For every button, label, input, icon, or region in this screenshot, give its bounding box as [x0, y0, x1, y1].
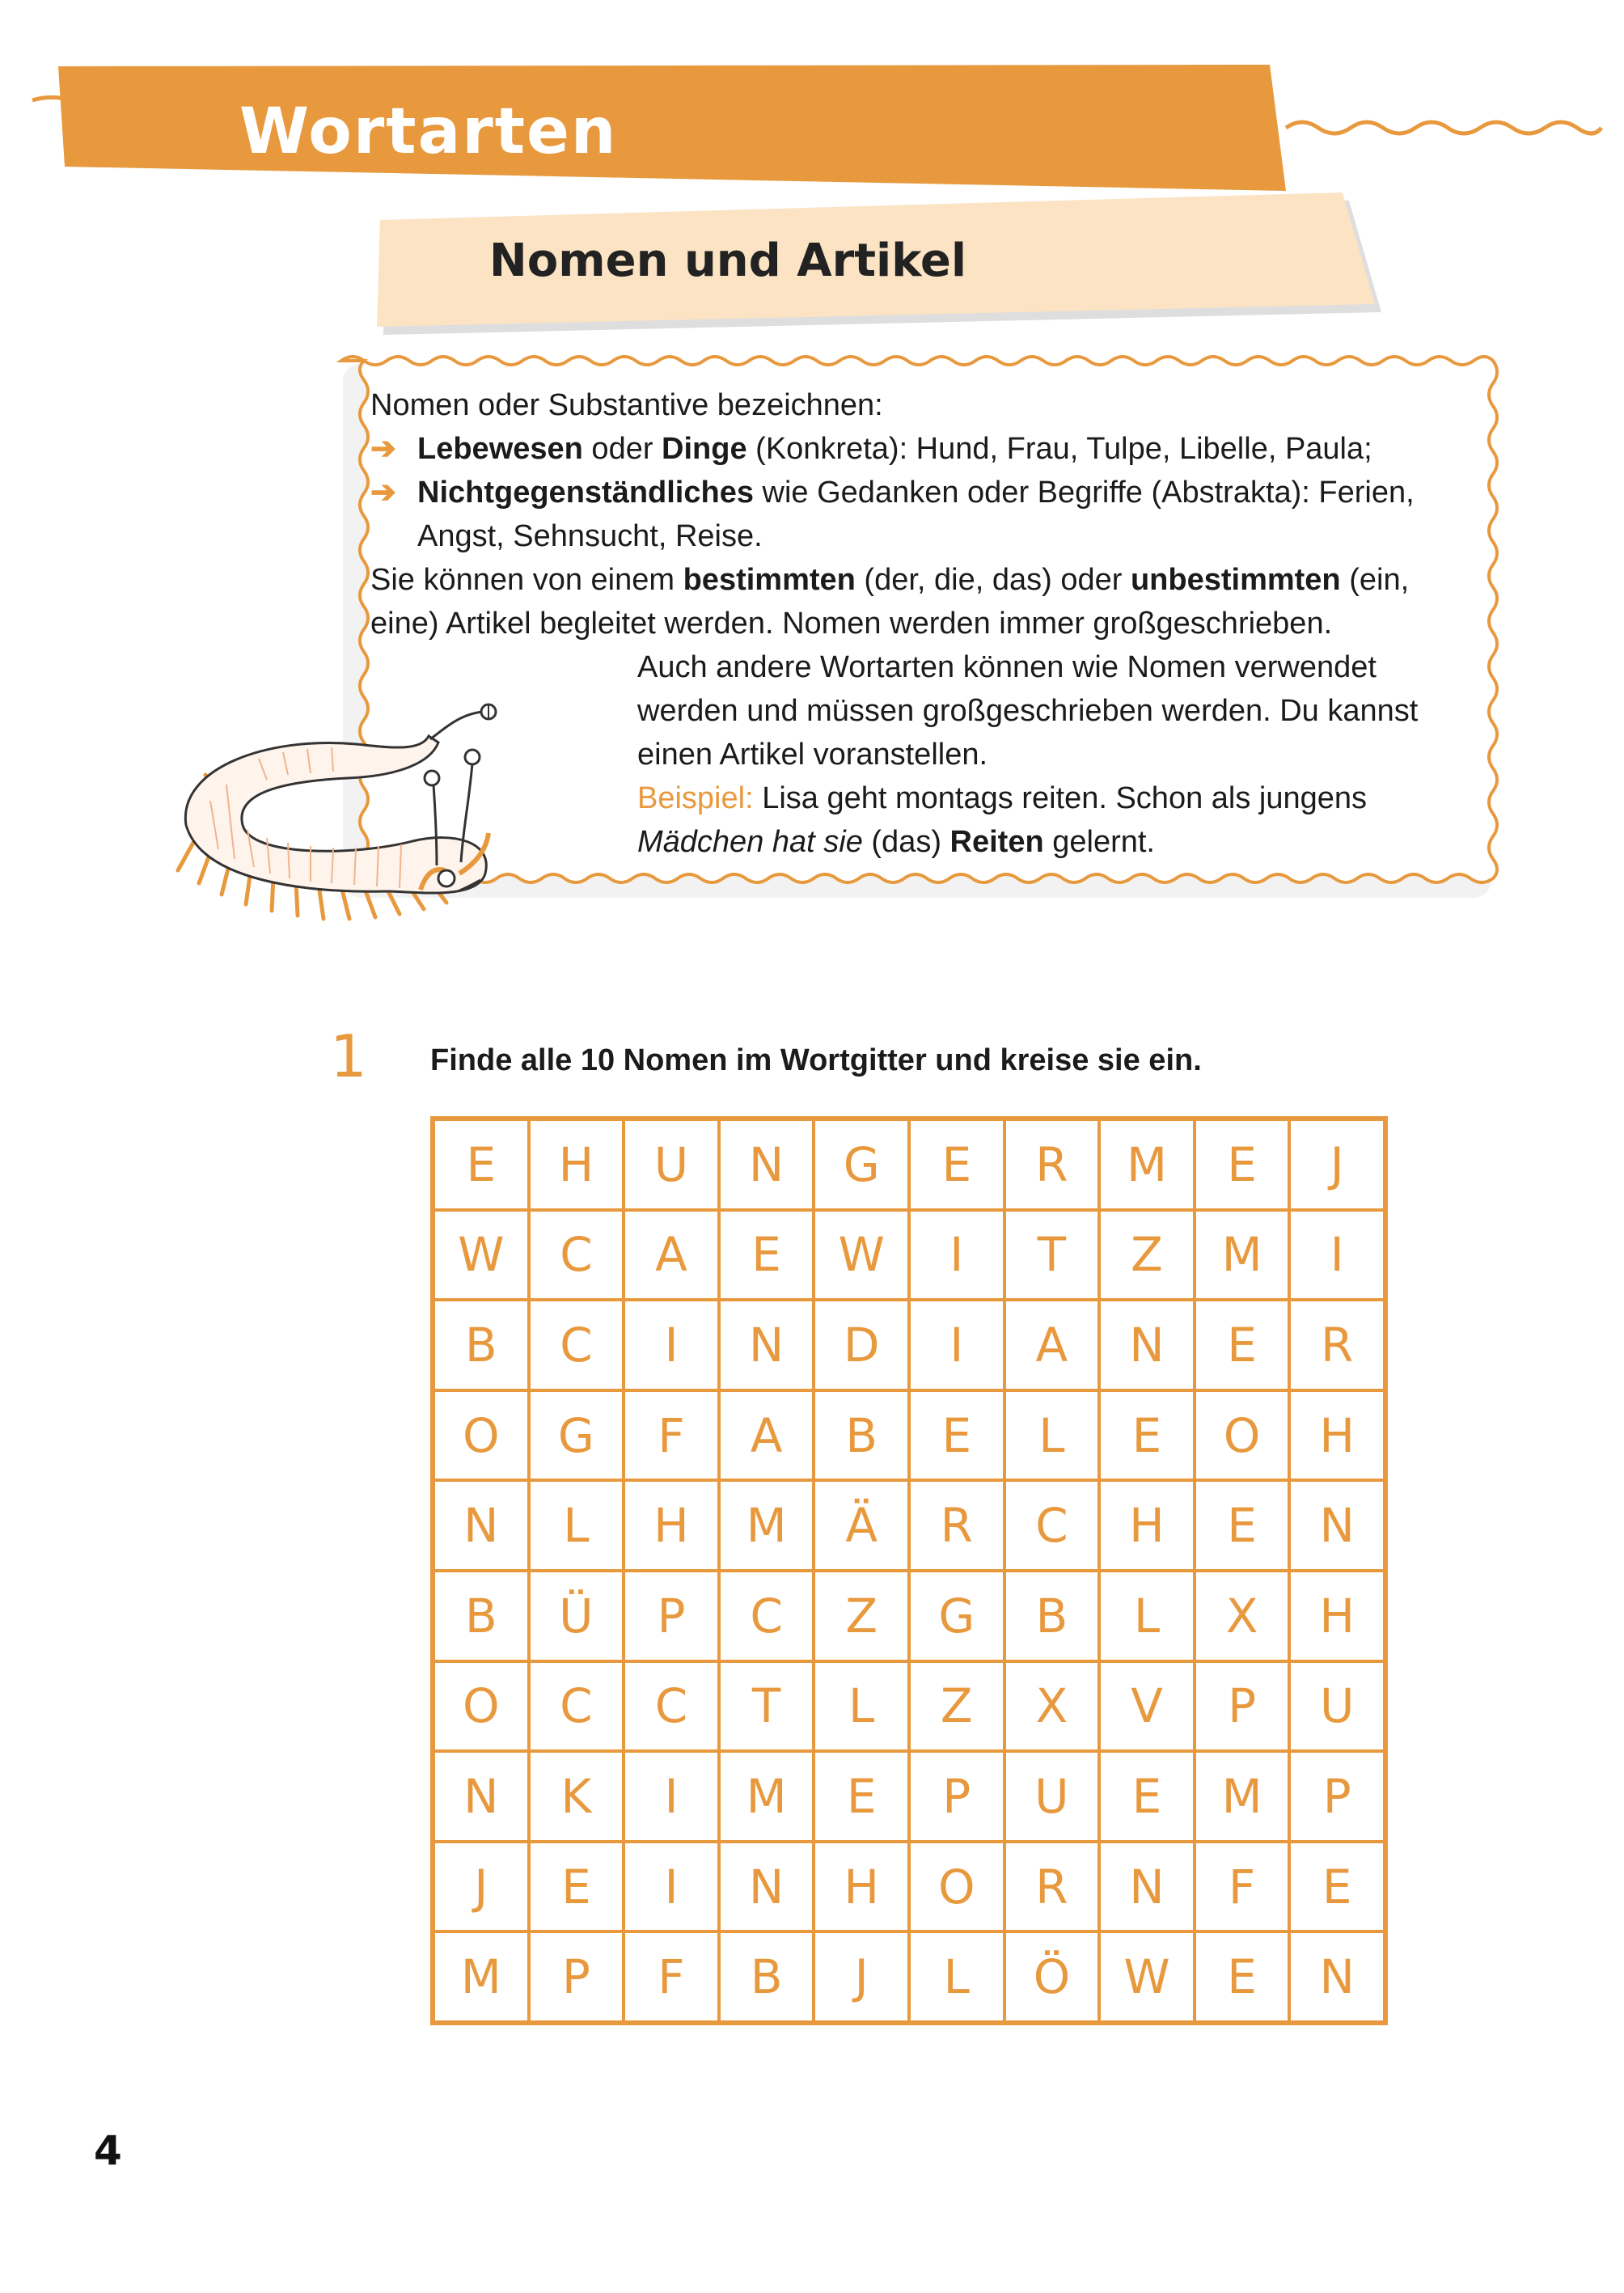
grid-cell[interactable]: I	[624, 1751, 719, 1842]
grid-cell[interactable]: H	[529, 1119, 624, 1210]
grid-cell[interactable]: L	[814, 1661, 909, 1752]
grid-cell[interactable]: C	[529, 1300, 624, 1390]
grid-cell[interactable]: X	[1004, 1661, 1100, 1752]
grid-cell[interactable]: M	[719, 1751, 814, 1842]
grid-cell[interactable]: Z	[814, 1571, 909, 1661]
grid-cell[interactable]: E	[1099, 1751, 1195, 1842]
grid-cell[interactable]: G	[529, 1390, 624, 1481]
word-search-grid	[430, 1116, 1388, 2025]
grid-cell[interactable]: H	[814, 1842, 909, 1932]
grid-cell[interactable]: N	[433, 1480, 529, 1571]
grid-cell[interactable]: N	[1289, 1480, 1385, 1571]
grid-cell[interactable]: I	[624, 1842, 719, 1932]
grid-cell[interactable]: O	[433, 1661, 529, 1752]
chapter-title: Wortarten	[239, 95, 618, 168]
grid-cell[interactable]: V	[1099, 1661, 1195, 1752]
grid-cell[interactable]: Z	[909, 1661, 1004, 1752]
grid-cell[interactable]: J	[433, 1842, 529, 1932]
grid-cell[interactable]: L	[1099, 1571, 1195, 1661]
grid-cell[interactable]: I	[909, 1300, 1004, 1390]
grid-cell[interactable]: E	[1099, 1390, 1195, 1481]
grid-cell[interactable]: T	[719, 1661, 814, 1752]
grid-cell[interactable]: O	[1195, 1390, 1290, 1481]
grid-cell[interactable]: L	[1004, 1390, 1100, 1481]
info-paragraph-articles: Sie können von einem bestimmten (der, die, das) oder unbestimmten (ein, eine) Artikel begleitet werden. Nomen werden immer großgeschrieben.	[370, 563, 1410, 641]
grid-cell[interactable]: N	[1289, 1931, 1385, 2022]
grid-cell[interactable]: O	[433, 1390, 529, 1481]
grid-cell[interactable]: E	[909, 1390, 1004, 1481]
task-instruction: Finde alle 10 Nomen im Wortgitter und kreise sie ein.	[430, 1043, 1202, 1077]
grid-cell[interactable]: L	[529, 1480, 624, 1571]
grid-cell[interactable]: C	[624, 1661, 719, 1752]
grid-cell[interactable]: W	[1099, 1931, 1195, 2022]
grid-cell[interactable]: C	[529, 1661, 624, 1752]
grid-cell[interactable]: E	[1195, 1480, 1290, 1571]
task-number: 1	[330, 1022, 367, 1090]
info-bullet-concrete: ➔ Lebewesen oder Dinge (Konkreta): Hund, Frau, Tulpe, Libelle, Paula;	[370, 427, 1372, 471]
grid-cell[interactable]: P	[1195, 1661, 1290, 1752]
grid-cell[interactable]: A	[1004, 1300, 1100, 1390]
grid-cell[interactable]: W	[433, 1210, 529, 1301]
grid-cell[interactable]: D	[814, 1300, 909, 1390]
grid-cell[interactable]: O	[909, 1842, 1004, 1932]
grid-cell[interactable]: H	[624, 1480, 719, 1571]
grid-cell[interactable]: W	[814, 1210, 909, 1301]
grid-cell[interactable]: N	[1099, 1300, 1195, 1390]
info-intro: Nomen oder Substantive bezeichnen:	[370, 388, 883, 422]
grid-cell[interactable]: E	[529, 1842, 624, 1932]
grid-cell[interactable]: N	[719, 1300, 814, 1390]
grid-cell[interactable]: J	[1289, 1119, 1385, 1210]
grid-cell[interactable]: A	[624, 1210, 719, 1301]
grid-cell[interactable]: E	[1289, 1842, 1385, 1932]
arrow-right-icon: ➔	[370, 432, 396, 466]
grid-cell[interactable]: F	[1195, 1842, 1290, 1932]
grid-cell[interactable]: P	[624, 1571, 719, 1661]
grid-cell[interactable]: B	[433, 1571, 529, 1661]
grid-cell[interactable]: M	[1195, 1751, 1290, 1842]
grid-cell[interactable]: P	[529, 1931, 624, 2022]
grid-cell[interactable]: Ö	[1004, 1931, 1100, 2022]
grid-cell[interactable]: E	[1195, 1300, 1290, 1390]
grid-cell[interactable]: N	[719, 1119, 814, 1210]
arrow-right-icon: ➔	[370, 476, 396, 510]
grid-cell[interactable]: R	[1289, 1300, 1385, 1390]
grid-cell[interactable]: E	[1195, 1931, 1290, 2022]
grid-cell[interactable]: F	[624, 1390, 719, 1481]
grid-cell[interactable]: P	[1289, 1751, 1385, 1842]
grid-cell[interactable]: C	[529, 1210, 624, 1301]
grid-cell[interactable]: C	[719, 1571, 814, 1661]
grid-cell[interactable]: N	[433, 1751, 529, 1842]
grid-cell[interactable]: M	[433, 1931, 529, 2022]
grid-cell[interactable]: M	[1195, 1210, 1290, 1301]
grid-cell[interactable]: Ü	[529, 1571, 624, 1661]
grid-cell[interactable]: R	[1004, 1842, 1100, 1932]
grid-cell[interactable]: U	[1004, 1751, 1100, 1842]
info-bullet-abstract-continued: Angst, Sehnsucht, Reise.	[417, 519, 763, 553]
grid-cell[interactable]: G	[909, 1571, 1004, 1661]
grid-cell[interactable]: M	[719, 1480, 814, 1571]
grid-cell[interactable]: E	[719, 1210, 814, 1301]
grid-cell[interactable]: C	[1004, 1480, 1100, 1571]
grid-cell[interactable]: K	[529, 1751, 624, 1842]
grid-cell[interactable]: A	[719, 1390, 814, 1481]
grid-cell[interactable]: I	[624, 1300, 719, 1390]
grid-cell[interactable]: E	[814, 1751, 909, 1842]
grid-cell[interactable]: B	[719, 1931, 814, 2022]
grid-cell[interactable]: F	[624, 1931, 719, 2022]
grid-cell[interactable]: P	[909, 1751, 1004, 1842]
info-paragraph-nominalization: Auch andere Wortarten können wie Nomen verwendet werden und müssen großgeschrieben werden. Du kannst einen Artikel voranstellen.	[637, 650, 1419, 772]
info-bullet-abstract: ➔ Nichtgegenständliches wie Gedanken oder Begriffe (Abstrakta): Ferien,	[370, 471, 1415, 514]
info-example: Beispiel: Lisa geht montags reiten. Schon als jungens Mädchen hat sie (das) Reiten gelernt.	[637, 781, 1368, 859]
grid-cell[interactable]: U	[624, 1119, 719, 1210]
grid-cell[interactable]: M	[1099, 1119, 1195, 1210]
grid-cell[interactable]: I	[909, 1210, 1004, 1301]
grid-cell[interactable]: U	[1289, 1661, 1385, 1752]
grid-cell[interactable]: N	[1099, 1842, 1195, 1932]
page-number: 4	[94, 2127, 122, 2174]
grid-cell[interactable]: L	[909, 1931, 1004, 2022]
grid-cell[interactable]: E	[1195, 1119, 1290, 1210]
grid-cell[interactable]: B	[1004, 1571, 1100, 1661]
grid-cell[interactable]: I	[1289, 1210, 1385, 1301]
grid-cell[interactable]: J	[814, 1931, 909, 2022]
grid-cell[interactable]: T	[1004, 1210, 1100, 1301]
grid-cell[interactable]: N	[719, 1842, 814, 1932]
grid-cell[interactable]: H	[1099, 1480, 1195, 1571]
grid-cell[interactable]: B	[433, 1300, 529, 1390]
section-title: Nomen und Artikel	[488, 235, 967, 287]
grid-cell[interactable]: R	[1004, 1119, 1100, 1210]
grid-cell[interactable]: R	[909, 1480, 1004, 1571]
grid-cell[interactable]: Ä	[814, 1480, 909, 1571]
grid-cell[interactable]: B	[814, 1390, 909, 1481]
grid-cell[interactable]: H	[1289, 1571, 1385, 1661]
grid-cell[interactable]: E	[433, 1119, 529, 1210]
grid-cell[interactable]: E	[909, 1119, 1004, 1210]
grid-cell[interactable]: G	[814, 1119, 909, 1210]
millipede-illustration	[146, 679, 631, 954]
grid-cell[interactable]: H	[1289, 1390, 1385, 1481]
grid-cell[interactable]: X	[1195, 1571, 1290, 1661]
grid-cell[interactable]: Z	[1099, 1210, 1195, 1301]
